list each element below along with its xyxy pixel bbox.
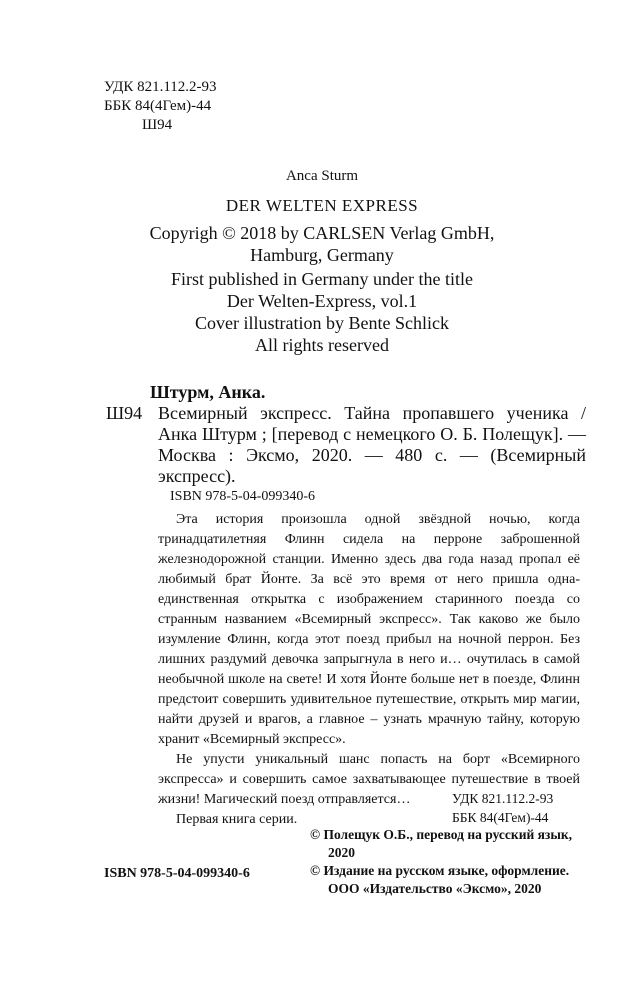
udk-bottom-code: УДК 821.112.2-93: [452, 791, 554, 806]
bbk-code: ББК 84(4Гем)-44: [104, 98, 212, 114]
annotation: [158, 510, 580, 830]
copyright-line-1: Copyrigh © 2018 by CARLSEN Verlag GmbH,: [149, 223, 495, 243]
copyright-line-2: Hamburg, Germany: [250, 245, 394, 265]
first-published-notice: [0, 268, 644, 356]
edition-copyright-line-1: © Издание на русском языке, оформление.: [310, 863, 570, 878]
bibliographic-record: [106, 382, 586, 487]
annotation-paragraph-1: Эта история произошла одной звёздной ночью, когда тринадцатилетняя Флинн сидела на перроне заброшенной железнодорожной станции. Именно здесь два года назад пропал её любимый брат Йонте. За всё это время от него пришла одна-единственная открытка с изображением старинного поезда со странным названием «Всемирный экспресс». Так каково же было изумление Флинн, когда этот поезд прибыл на ночной перрон. Без лишних раздумий девочка запрыгнула в него и… очутилась в самой необычной школе на свете! И хотя Йонте больше нет в поезде, Флинн предстоит совершить удивительное путешествие, открыть мир магии, найти друзей и врагов, а главное – узнать мрачную тайну, которую хранит «Всемирный экспресс».: [158, 512, 580, 747]
translation-copyright-line-2: 2020: [328, 845, 355, 860]
original-title: DER WELTEN EXPRESS: [225, 196, 419, 215]
first-published-line-2: Der Welten-Express, vol.1: [226, 291, 418, 311]
annotation-paragraph-2: Не упусти уникальный шанс попасть на борт «Всемирного экспресса» и совершить самое захватывающее путешествие в твоей жизни! Магический поезд отправляется…: [158, 752, 580, 807]
biblio-author-heading: Штурм, Анка.: [150, 382, 266, 402]
first-published-line-4: All rights reserved: [255, 335, 389, 355]
translation-copyright-line-1: © Полещук О.Б., перевод на русский язык,: [310, 827, 573, 842]
bbk-bottom-code: ББК 84(4Гем)-44: [452, 810, 549, 825]
original-author: Anca Sturm: [285, 168, 359, 184]
edition-copyright-line-2: ООО «Издательство «Эксмо», 2020: [328, 881, 542, 896]
annotation-series-note: Первая книга серии.: [176, 812, 298, 827]
copyright-notice: [0, 222, 644, 266]
copyright-bottom-block: [310, 826, 572, 898]
udk-classification-block: [104, 78, 217, 135]
isbn-record: ISBN 978-5-04-099340-6: [170, 489, 316, 504]
biblio-author-mark: Ш94: [106, 403, 143, 423]
author-mark-code: Ш94: [142, 117, 173, 133]
biblio-description: Всемирный экспресс. Тайна пропавшего ученика / Анка Штурм ; [перевод с немецкого О. Б. Полещук]. — Москва : Эксмо, 2020. — 480 с. — (Всемирный экспресс).: [158, 403, 586, 486]
first-published-line-3: Cover illustration by Bente Schlick: [195, 313, 449, 333]
udk-bottom-block: [452, 789, 553, 827]
first-published-line-1: First published in Germany under the title: [171, 269, 473, 289]
isbn-bottom: ISBN 978-5-04-099340-6: [104, 866, 250, 881]
udk-code: УДК 821.112.2-93: [104, 79, 217, 95]
